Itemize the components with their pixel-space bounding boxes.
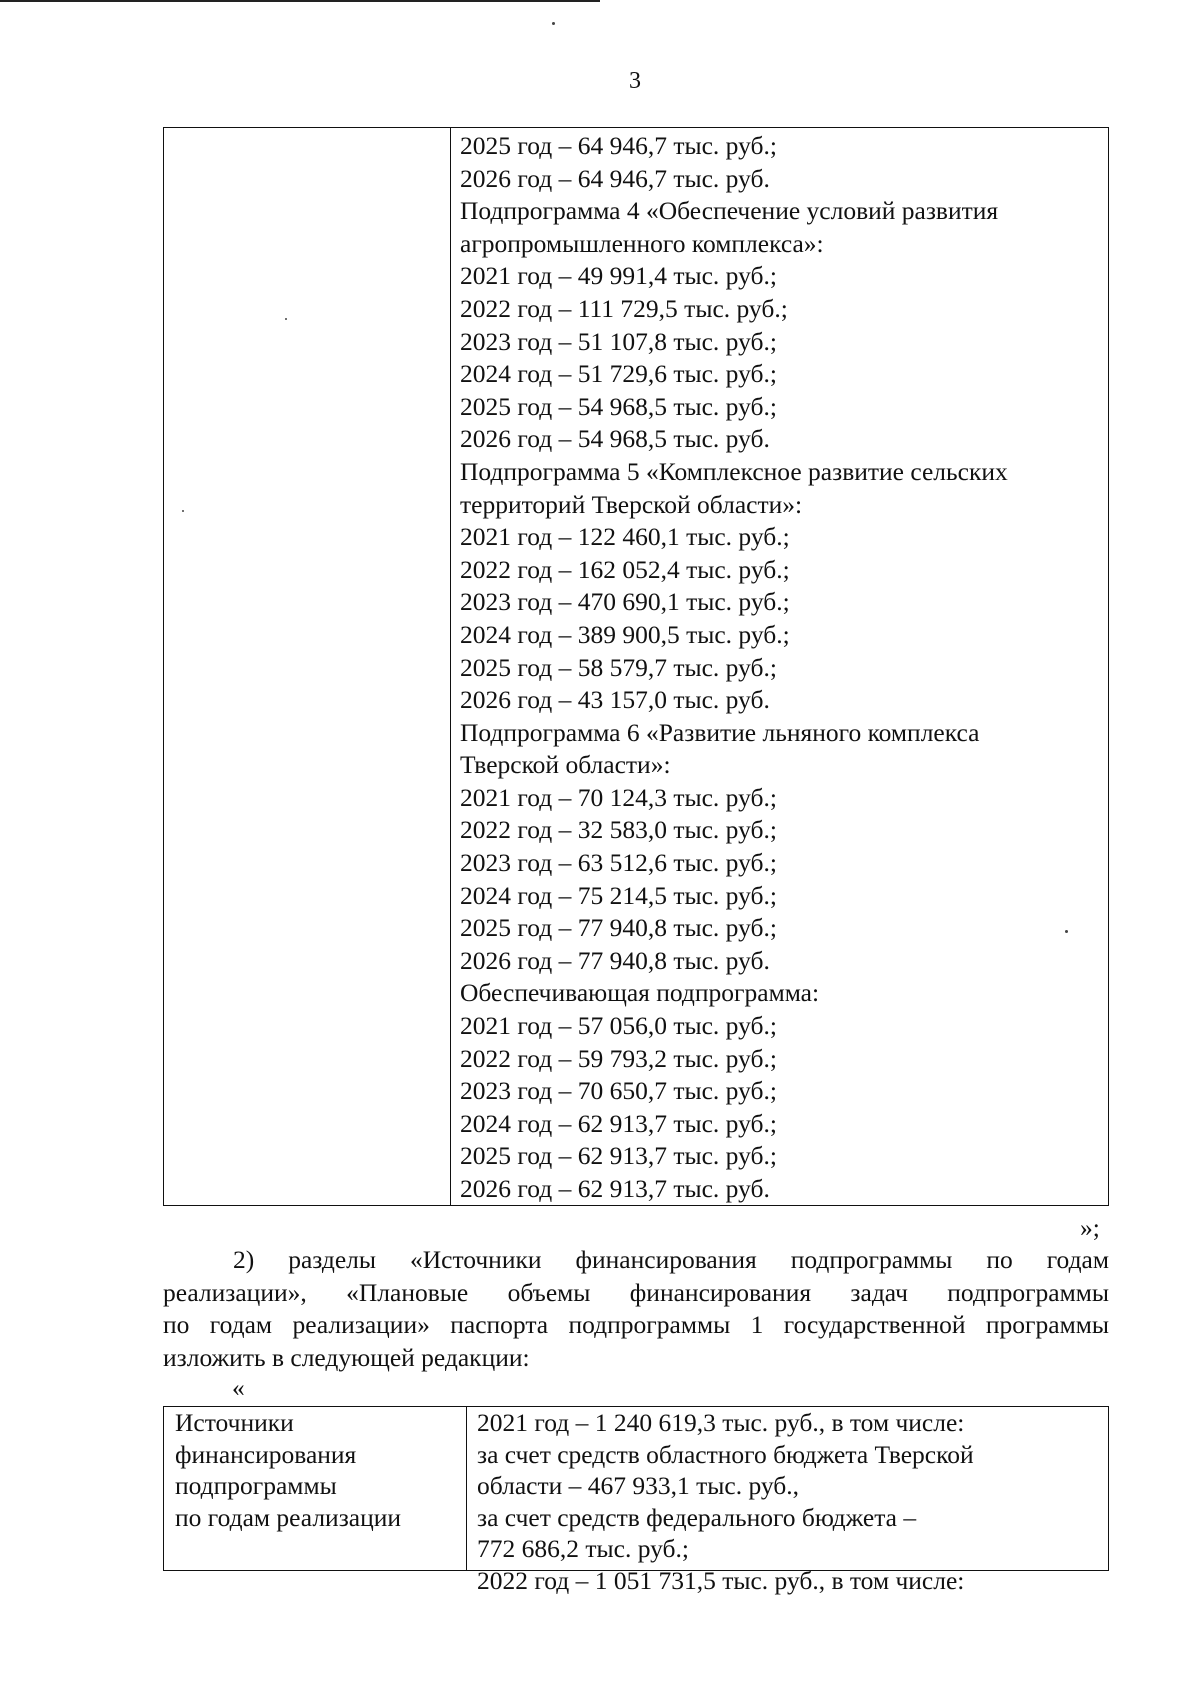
section-title-cell bbox=[175, 1407, 460, 1533]
financing-line: 2024 год – 75 214,5 тыс. руб.; bbox=[460, 880, 777, 910]
financing-line: 2026 год – 62 913,7 тыс. руб. bbox=[460, 1174, 770, 1203]
financing-line: за счет средств областного бюджета Тверской bbox=[477, 1439, 974, 1469]
financing-line: 2023 год – 51 107,8 тыс. руб.; bbox=[460, 326, 777, 356]
financing-line: 2024 год – 51 729,6 тыс. руб.; bbox=[460, 359, 777, 389]
financing-line: 2023 год – 470 690,1 тыс. руб.; bbox=[460, 587, 790, 617]
section-title-line: финансирования bbox=[175, 1439, 357, 1469]
scan-speck bbox=[1065, 930, 1068, 933]
subprogram-financing-table bbox=[163, 1406, 1109, 1595]
subprogram-heading: Подпрограмма 4 «Обеспечение условий развития bbox=[460, 196, 999, 226]
financing-line: 2025 год – 77 940,8 тыс. руб.; bbox=[460, 913, 777, 943]
financing-table-continued bbox=[163, 127, 1109, 1206]
financing-line: 2021 год – 57 056,0 тыс. руб.; bbox=[460, 1011, 777, 1041]
financing-line: 2025 год – 64 946,7 тыс. руб.; bbox=[460, 131, 777, 160]
financing-line: за счет средств федерального бюджета – bbox=[477, 1502, 917, 1532]
financing-line: 2022 год – 162 052,4 тыс. руб.; bbox=[460, 554, 790, 584]
financing-line: 2022 год – 32 583,0 тыс. руб.; bbox=[460, 815, 777, 845]
financing-line: 2026 год – 77 940,8 тыс. руб. bbox=[460, 945, 770, 975]
financing-line: 2026 год – 43 157,0 тыс. руб. bbox=[460, 685, 770, 715]
scan-speck bbox=[182, 510, 184, 512]
financing-line: 2022 год – 59 793,2 тыс. руб.; bbox=[460, 1043, 777, 1073]
financing-line: 2026 год – 54 968,5 тыс. руб. bbox=[460, 424, 770, 454]
financing-line: 2024 год – 389 900,5 тыс. руб.; bbox=[460, 619, 790, 649]
financing-line: 2021 год – 122 460,1 тыс. руб.; bbox=[460, 522, 790, 552]
financing-cell bbox=[477, 1407, 1102, 1597]
amendment-paragraph bbox=[163, 1244, 1109, 1374]
financing-line: 2021 год – 70 124,3 тыс. руб.; bbox=[460, 782, 777, 812]
section-title-line: подпрограммы bbox=[175, 1471, 337, 1501]
financing-line: 2022 год – 111 729,5 тыс. руб.; bbox=[460, 293, 788, 323]
paragraph-line: по годам реализации» паспорта подпрограммы 1 государственной программы bbox=[163, 1310, 1109, 1340]
scan-top-edge bbox=[0, 0, 600, 2]
column-divider bbox=[466, 1407, 467, 1570]
financing-line: 2021 год – 1 240 619,3 тыс. руб., в том числе: bbox=[477, 1408, 965, 1437]
scan-speck bbox=[285, 318, 287, 320]
financing-line: 2023 год – 70 650,7 тыс. руб.; bbox=[460, 1076, 777, 1106]
financing-line: 2026 год – 64 946,7 тыс. руб. bbox=[460, 163, 770, 193]
financing-line: 2022 год – 1 051 731,5 тыс. руб., в том числе: bbox=[477, 1565, 965, 1595]
financing-line: 2025 год – 62 913,7 тыс. руб.; bbox=[460, 1141, 777, 1171]
closing-quote-mark: »; bbox=[1080, 1213, 1100, 1242]
subprogram-heading: Обеспечивающая подпрограмма: bbox=[460, 978, 820, 1008]
opening-quote-mark: « bbox=[232, 1373, 245, 1402]
section-title-line: Источники bbox=[175, 1408, 294, 1437]
financing-cell bbox=[460, 130, 1102, 1206]
column-divider bbox=[450, 128, 451, 1205]
financing-line: 2021 год – 49 991,4 тыс. руб.; bbox=[460, 261, 777, 291]
section-title-line: по годам реализации bbox=[175, 1502, 402, 1532]
paragraph-line: 2) разделы «Источники финансирования подпрограммы по годам bbox=[233, 1245, 1109, 1274]
scan-speck bbox=[552, 22, 555, 25]
subprogram-heading: Подпрограмма 5 «Комплексное развитие сельских bbox=[460, 456, 1008, 486]
financing-line: 2024 год – 62 913,7 тыс. руб.; bbox=[460, 1108, 777, 1138]
paragraph-line: изложить в следующей редакции: bbox=[163, 1342, 530, 1372]
financing-line: 2025 год – 54 968,5 тыс. руб.; bbox=[460, 391, 777, 421]
financing-line: 772 686,2 тыс. руб.; bbox=[477, 1534, 689, 1564]
subprogram-heading: Подпрограмма 6 «Развитие льняного комплекса bbox=[460, 717, 980, 747]
paragraph-line: реализации», «Плановые объемы финансирования задач подпрограммы bbox=[163, 1277, 1109, 1307]
financing-line: 2023 год – 63 512,6 тыс. руб.; bbox=[460, 848, 777, 878]
subprogram-heading: территорий Тверской области»: bbox=[460, 489, 803, 519]
subprogram-heading: Тверской области»: bbox=[460, 750, 671, 780]
financing-line: области – 467 933,1 тыс. руб., bbox=[477, 1471, 800, 1501]
financing-line: 2025 год – 58 579,7 тыс. руб.; bbox=[460, 652, 777, 682]
page-number: 3 bbox=[629, 68, 641, 94]
subprogram-heading: агропромышленного комплекса»: bbox=[460, 228, 824, 258]
